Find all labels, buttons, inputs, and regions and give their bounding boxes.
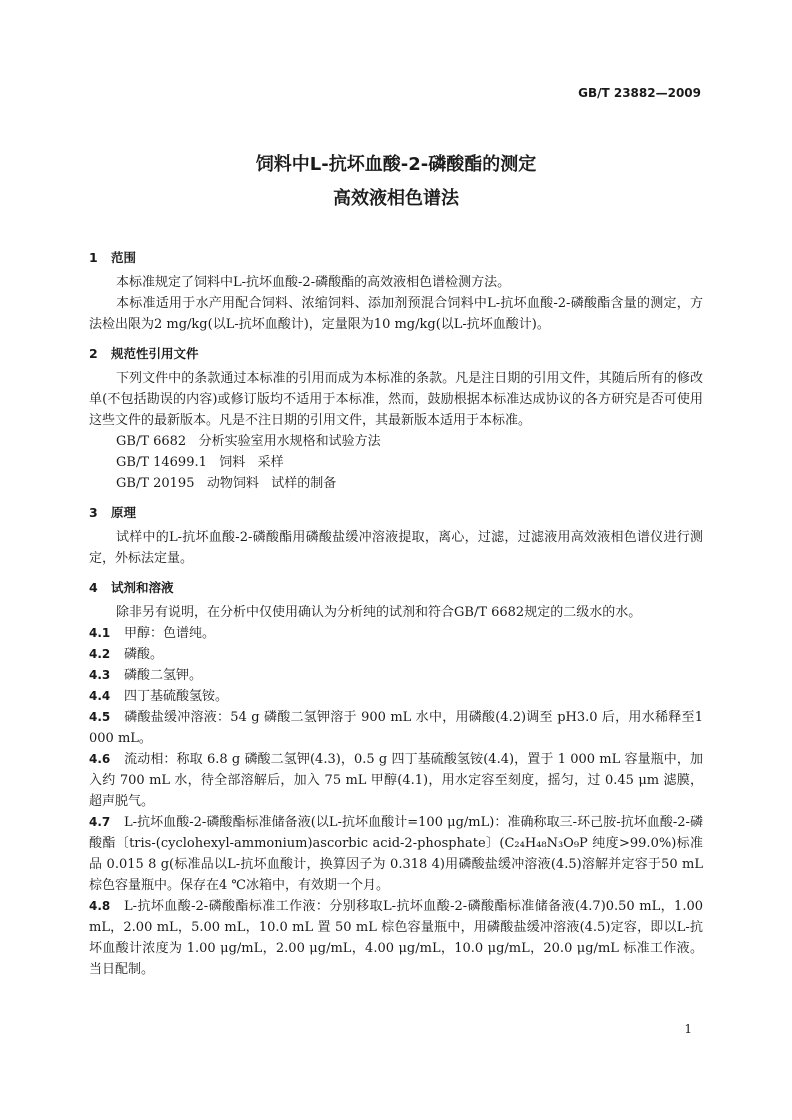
section-3-heading (89, 503, 703, 523)
reference-item: GB/T 20195 动物饲料 试样的制备 (116, 476, 337, 491)
clause-item (89, 896, 703, 980)
clause-number: 4.6 (89, 752, 111, 766)
clause-text: 磷酸盐缓冲溶液：54 g 磷酸二氢钾溶于 900 mL 水中，用磷酸(4.2)调至 pH3.0 后，用水稀释至1 000 mL。 (89, 710, 703, 746)
section-number: 3 (89, 505, 98, 520)
clause-number: 4.4 (89, 689, 111, 703)
clause-text: 甲醇：色谱纯。 (124, 626, 216, 641)
section-title: 原理 (111, 505, 137, 520)
clause-text: 磷酸。 (124, 647, 164, 662)
clause-number: 4.3 (89, 668, 111, 682)
paragraph: 下列文件中的条款通过本标准的引用而成为本标准的条款。凡是注日期的引用文件，其随后所有的修改单(不包括勘误的内容)或修订版均不适用于本标准，然而，鼓励根据本标准达成协议的各方研究是否可使用这些文件的最新版本。凡是不注日期的引用文件，其最新版本适用于本标准。 (89, 371, 703, 428)
clause-item (89, 644, 703, 665)
clause-item (89, 665, 703, 686)
clause-text: 四丁基硫酸氢铵。 (124, 689, 229, 704)
section-1-heading (89, 248, 703, 268)
clause-number: 4.2 (89, 647, 111, 661)
clause-text: L-抗坏血酸-2-磷酸酯标准工作液：分别移取L-抗坏血酸-2-磷酸酯标准储备液(4.7)0.50 mL，1.00 mL，2.00 mL，5.00 mL，10.0 mL 置 50 mL 棕色容量瓶中，用磷酸盐缓冲溶液(4.5)定容，即以L-抗坏血酸计浓度为 1.00 μg/mL，2.00 μg/mL，4.00 μg/mL，10.0 μg/mL，20.0 μg/mL 标准工作液。当日配制。 (89, 899, 703, 977)
clause-item (89, 623, 703, 644)
clause-item (89, 686, 703, 707)
section-2-heading (89, 344, 703, 364)
clause-text: L-抗坏血酸-2-磷酸酯标准储备液(以L-抗坏血酸计=100 μg/mL)：准确称取三-环己胺-抗坏血酸-2-磷酸酯〔tris-(cyclohexyl-ammonium)ascorbic acid-2-phosphate〕(C₂₄H₄₈N₃O₉P 纯度>99.0%)标准品 0.015 8 g(标准品以L-抗坏血酸计，换算因子为 0.318 4)用磷酸盐缓冲溶液(4.5)溶解并定容于50 mL棕色容量瓶中。保存在4 ℃冰箱中，有效期一个月。 (89, 815, 703, 893)
section-4-heading (89, 578, 703, 598)
clause-number: 4.8 (89, 899, 111, 913)
clause-item (89, 707, 703, 749)
document-body (89, 248, 703, 980)
clause-number: 4.5 (89, 710, 111, 724)
document-title: 饲料中L-抗坏血酸-2-磷酸酯的测定 (255, 154, 537, 175)
clause-text: 磷酸二氢钾。 (124, 668, 203, 683)
section-number: 2 (89, 346, 98, 361)
reference-item: GB/T 6682 分析实验室用水规格和试验方法 (116, 434, 381, 449)
section-title: 范围 (111, 250, 137, 265)
section-title: 规范性引用文件 (111, 346, 199, 361)
section-number: 1 (89, 250, 98, 265)
clause-item (89, 812, 703, 896)
paragraph: 试样中的L-抗坏血酸-2-磷酸酯用磷酸盐缓冲溶液提取，离心，过滤，过滤液用高效液相色谱仪进行测定，外标法定量。 (89, 530, 703, 566)
paragraph: 除非另有说明，在分析中仅使用确认为分析纯的试剂和符合GB/T 6682规定的二级水的水。 (116, 605, 642, 620)
paragraph: 本标准适用于水产用配合饲料、浓缩饲料、添加剂预混合饲料中L-抗坏血酸-2-磷酸酯含量的测定，方法检出限为2 mg/kg(以L-抗坏血酸计)，定量限为10 mg/kg(以L-抗坏血酸计)。 (89, 296, 703, 332)
reference-item: GB/T 14699.1 饲料 采样 (116, 455, 284, 470)
clause-item (89, 749, 703, 812)
document-subtitle: 高效液相色谱法 (333, 188, 459, 209)
paragraph: 本标准规定了饲料中L-抗坏血酸-2-磷酸酯的高效液相色谱检测方法。 (116, 275, 511, 290)
section-title: 试剂和溶液 (111, 580, 174, 595)
clause-number: 4.1 (89, 626, 111, 640)
page-number: 1 (684, 1022, 692, 1036)
clause-text: 流动相：称取 6.8 g 磷酸二氢钾(4.3)，0.5 g 四丁基硫酸氢铵(4.4)，置于 1 000 mL 容量瓶中，加入约 700 mL 水，待全部溶解后，加入 75 mL 甲醇(4.1)，用水定容至刻度，摇匀，过 0.45 μm 滤膜，超声脱气。 (89, 752, 703, 809)
standard-code: GB/T 23882—2009 (578, 86, 701, 100)
clause-number: 4.7 (89, 815, 111, 829)
section-number: 4 (89, 580, 98, 595)
